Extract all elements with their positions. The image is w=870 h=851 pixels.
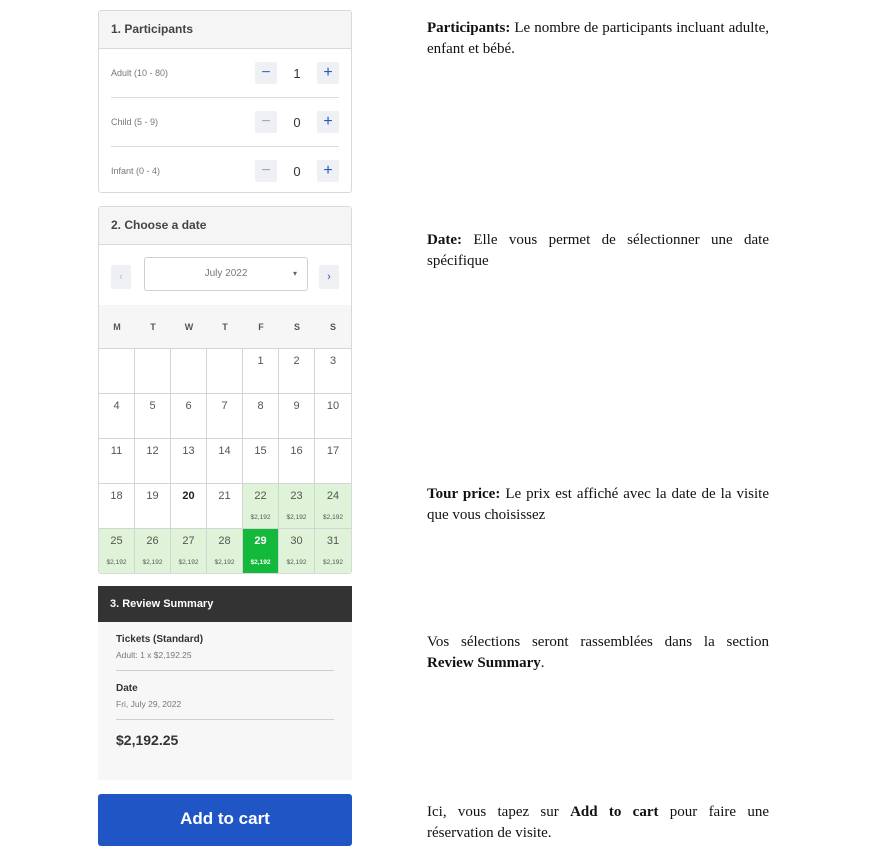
day-number: 21 (218, 490, 231, 502)
increment-button[interactable]: + (317, 62, 339, 84)
desc-bold: Tour price: (427, 486, 501, 502)
day-price: $2,192 (323, 559, 343, 566)
desc-text: Le prix est affiché avec la date de la visite que vous choisissez (427, 486, 769, 523)
quantity-stepper (255, 111, 339, 133)
day-number: 2 (293, 355, 300, 367)
month-value: July 2022 (204, 268, 248, 279)
desc-text: pour faire une réservation de visite. (427, 804, 769, 841)
date-label: Date (116, 683, 138, 694)
desc-bold: Review Summary (427, 655, 541, 671)
day-number: 19 (146, 490, 159, 502)
desc-text: Vos sélections seront rassemblées dans la section (427, 634, 769, 650)
quantity-value: 1 (293, 65, 301, 81)
weekday-label: W (184, 321, 194, 332)
weekday-label: T (222, 321, 228, 332)
desc-bold: Date: (427, 232, 462, 248)
review-date (116, 671, 334, 720)
calendar-day[interactable] (315, 528, 351, 573)
add-to-cart-button[interactable]: Add to cart (98, 794, 352, 846)
desc-date (427, 230, 769, 272)
day-number: 25 (110, 535, 123, 547)
day-number: 10 (326, 400, 340, 412)
calendar-day (171, 393, 207, 438)
day-number: 30 (290, 535, 303, 547)
calendar-day (243, 348, 279, 393)
day-price: $2,192 (323, 514, 343, 521)
month-select[interactable] (144, 257, 308, 291)
review-total (116, 720, 334, 758)
calendar-day[interactable] (207, 528, 243, 573)
day-number: 24 (326, 490, 340, 502)
calendar-day[interactable] (243, 528, 279, 573)
day-number: 4 (113, 400, 120, 412)
quantity-value: 0 (293, 163, 301, 179)
decrement-button[interactable]: − (255, 62, 277, 84)
day-price: $2,192 (286, 559, 307, 566)
participant-label: Adult (10 - 80) (111, 68, 169, 78)
caret-down-icon: ▾ (292, 269, 297, 278)
day-number: 17 (326, 445, 340, 457)
desc-text: Ici, vous tapez sur (427, 804, 571, 820)
tickets-title: Tickets (Standard) (116, 634, 204, 645)
day-number: 8 (257, 400, 264, 412)
participants-title: 1. Participants (99, 11, 351, 49)
calendar-day (135, 393, 171, 438)
day-price: $2,192 (286, 514, 307, 521)
calendar-day (207, 438, 243, 483)
day-price: $2,192 (214, 559, 235, 566)
review-summary-panel (98, 586, 352, 780)
date-panel (98, 206, 352, 574)
participants-panel (98, 10, 352, 193)
total-price: $2,192.25 (116, 732, 179, 748)
calendar-day[interactable] (279, 528, 315, 573)
calendar-day (243, 393, 279, 438)
participant-row-adult (111, 49, 339, 98)
weekday-header (99, 305, 351, 348)
calendar-day (207, 483, 243, 528)
review-title: 3. Review Summary (98, 586, 352, 622)
day-number: 11 (110, 445, 123, 457)
calendar-day (279, 393, 315, 438)
decrement-button[interactable]: − (255, 111, 277, 133)
day-number: 5 (149, 400, 156, 412)
date-title: 2. Choose a date (99, 207, 351, 245)
weekday-label: S (329, 321, 336, 332)
day-number: 1 (257, 355, 264, 367)
day-price: $2,192 (106, 559, 127, 566)
day-number: 7 (221, 400, 228, 412)
calendar-day (279, 438, 315, 483)
review-tickets (116, 622, 334, 671)
next-month-button[interactable] (319, 265, 339, 289)
day-number: 18 (110, 490, 123, 502)
desc-text: Le nombre de participants incluant adulte, enfant et bébé. (427, 20, 769, 57)
day-price: $2,192 (178, 559, 199, 566)
participant-row-child (111, 98, 339, 147)
day-number: 14 (218, 445, 231, 457)
calendar-day (99, 438, 135, 483)
calendar-empty-cell (135, 348, 171, 393)
day-number: 9 (293, 400, 300, 412)
day-number: 23 (290, 490, 303, 502)
day-number: 16 (290, 445, 303, 457)
chevron-right-icon: › (327, 271, 331, 283)
calendar-empty-cell (207, 348, 243, 393)
desc-bold: Participants: (427, 20, 511, 36)
calendar-day (99, 483, 135, 528)
quantity-stepper (255, 160, 339, 182)
day-number: 20 (182, 490, 195, 502)
day-price: $2,192 (250, 514, 271, 521)
desc-review (427, 632, 769, 674)
day-number: 15 (254, 445, 267, 457)
day-price: $2,192 (142, 559, 163, 566)
desc-participants (427, 18, 769, 60)
day-number: 12 (146, 445, 159, 457)
calendar-day (135, 438, 171, 483)
weekday-label: T (150, 321, 156, 332)
decrement-button[interactable]: − (255, 160, 277, 182)
month-nav (99, 245, 351, 305)
desc-text: Elle vous permet de sélectionner une date spécifique (427, 232, 769, 269)
quantity-value: 0 (293, 114, 301, 130)
desc-bold: Add to cart (570, 804, 659, 820)
calendar-day (207, 393, 243, 438)
prev-month-button[interactable] (111, 265, 131, 289)
calendar-empty-cell (171, 348, 207, 393)
day-number: 6 (185, 400, 192, 412)
calendar-day[interactable] (243, 483, 279, 528)
weekday-label: F (258, 321, 264, 332)
day-number: 28 (218, 535, 231, 547)
day-number: 31 (326, 535, 340, 547)
increment-button[interactable]: + (317, 111, 339, 133)
calendar-day[interactable] (171, 528, 207, 573)
date-detail: Fri, July 29, 2022 (116, 699, 182, 709)
calendar-day (279, 348, 315, 393)
calendar-day (243, 438, 279, 483)
calendar-day (135, 483, 171, 528)
chevron-left-icon: ‹ (119, 271, 123, 283)
calendar-day (99, 393, 135, 438)
desc-price (427, 484, 769, 526)
calendar-day (315, 438, 351, 483)
weekday-label: M (113, 321, 121, 332)
day-number: 22 (254, 490, 267, 502)
calendar-grid (99, 348, 351, 573)
calendar-day (315, 348, 351, 393)
day-number: 26 (146, 535, 159, 547)
day-number: 3 (329, 355, 337, 367)
calendar-day[interactable] (315, 483, 351, 528)
participant-label: Child (5 - 9) (111, 117, 159, 127)
day-number: 27 (182, 535, 195, 547)
calendar-day[interactable] (279, 483, 315, 528)
weekday-label: S (293, 321, 300, 332)
participant-row-infant (111, 147, 339, 195)
calendar-day[interactable] (99, 528, 135, 573)
day-number: 13 (182, 445, 195, 457)
calendar-day (171, 483, 207, 528)
day-number: 29 (254, 535, 267, 547)
calendar-day (315, 393, 351, 438)
calendar-day (171, 438, 207, 483)
desc-cart (427, 802, 769, 844)
desc-text: . (540, 655, 545, 671)
quantity-stepper (255, 62, 339, 84)
calendar-empty-cell (99, 348, 135, 393)
increment-button[interactable]: + (317, 160, 339, 182)
day-price: $2,192 (250, 559, 271, 566)
tickets-detail: Adult: 1 x $2,192.25 (116, 650, 192, 660)
participant-label: Infant (0 - 4) (111, 166, 161, 176)
calendar-day[interactable] (135, 528, 171, 573)
